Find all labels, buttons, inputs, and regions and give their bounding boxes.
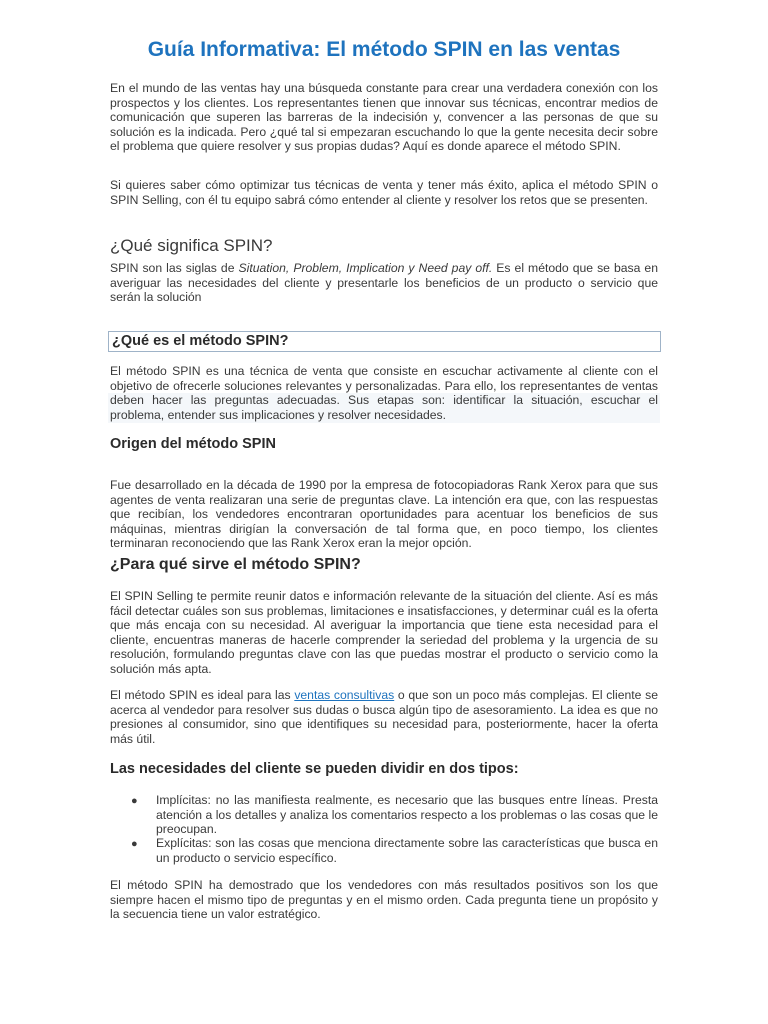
significa-paragraph [110, 261, 658, 305]
para-que-paragraph-2 [110, 688, 658, 746]
ventas-consultivas-link[interactable]: ventas consultivas [294, 688, 395, 702]
section-heading-origen: Origen del método SPIN [110, 436, 276, 452]
section-heading-necesidades: Las necesidades del cliente se pueden dividir en dos tipos: [110, 761, 519, 777]
section-heading-significa: ¿Qué significa SPIN? [110, 236, 273, 255]
bullet-icon: ● [131, 838, 138, 850]
document-title: Guía Informativa: El método SPIN en las ventas [147, 38, 621, 61]
section-heading-que-es: ¿Qué es el método SPIN? [108, 331, 661, 352]
para-que-text-b: o que son un poco más complejas. El cliente se acerca al vendedor para resolver sus dudas o busca algún tipo de asesoramiento. La idea es que no presiones al consumidor, sino que identifiques su necesidad para, posteriormente, hacer la oferta más útil. [110, 688, 658, 746]
origen-paragraph: Fue desarrollado en la década de 1990 por la empresa de fotocopiadoras Rank Xerox para que sus agentes de venta realizaran una serie de preguntas clave. La intención era que, con las respuestas que recibían, los vendedores encontraran oportunidades para acentuar los beneficios de sus máquinas, mientras dirigían la conversación de tal forma que, en poco tiempo, los clientes terminaran reconociendo que las Rank Xerox eran la mejor opción. [110, 478, 658, 551]
closing-paragraph: El método SPIN ha demostrado que los vendedores con más resultados positivos son los que siempre hacen el mismo tipo de preguntas y en el mismo orden. Cada pregunta tiene un propósito y la secuencia tiene un valor estratégico. [110, 878, 658, 922]
significa-text-b: Es el método que se basa en averiguar las necesidades del cliente y presentarle los beneficios de un producto o servicio que serán la solución [110, 261, 658, 305]
significa-text-a: SPIN son las siglas de [110, 261, 239, 275]
para-que-text-a: El método SPIN es ideal para las [110, 688, 295, 702]
significa-text-italic: Situation, Problem, Implication y Need pay off. [238, 261, 493, 275]
list-item: Explícitas: son las cosas que menciona directamente sobre las características que busca en un producto o servicio específico. [156, 836, 658, 865]
bullet-icon: ● [131, 795, 138, 807]
intro-paragraph-1: En el mundo de las ventas hay una búsqueda constante para crear una verdadera conexión con los prospectos y los clientes. Los representantes tienen que innovar sus técnicas, encontrar medios de comunicación que superen las barreras de la indecisión y, convencer a las personas de que su solución es la indicada. Pero ¿qué tal si empezaran escuchando lo que la gente necesita decir sobre el problema que quiere resolver y sus propias dudas? Aquí es donde aparece el método SPIN. [110, 81, 658, 154]
para-que-paragraph-1: El SPIN Selling te permite reunir datos e información relevante de la situación del cliente. Así es más fácil detectar cuáles son sus problemas, limitaciones e insatisfacciones, y determinar cuál es la oferta que más encaja con su necesidad. Al averiguar la importancia que tiene esta necesidad para el cliente, encuentras maneras de hacerle comprender la seriedad del problema y la urgencia de su resolución, formulando preguntas clave con las que puedas mostrar el producto o servicio como la solución más apta. [110, 589, 658, 676]
intro-paragraph-2: Si quieres saber cómo optimizar tus técnicas de venta y tener más éxito, aplica el método SPIN o SPIN Selling, con él tu equipo sabrá cómo entender al cliente y resolver los retos que se presenten. [110, 178, 658, 207]
que-es-paragraph: El método SPIN es una técnica de venta que consiste en escuchar activamente al cliente con el objetivo de ofrecerle soluciones relevantes y personalizadas. Para ello, los representantes de ventas deben hacer las preguntas adecuadas. Sus etapas son: identificar la situación, escuchar el problema, entender sus implicaciones y resolver necesidades. [110, 364, 658, 422]
list-item: Implícitas: no las manifiesta realmente, es necesario que las busques entre líneas. Presta atención a los detalles y analiza los comentarios respecto a los problemas o las cosas que le preocupan. [156, 793, 658, 837]
section-heading-para-que: ¿Para qué sirve el método SPIN? [110, 556, 361, 573]
